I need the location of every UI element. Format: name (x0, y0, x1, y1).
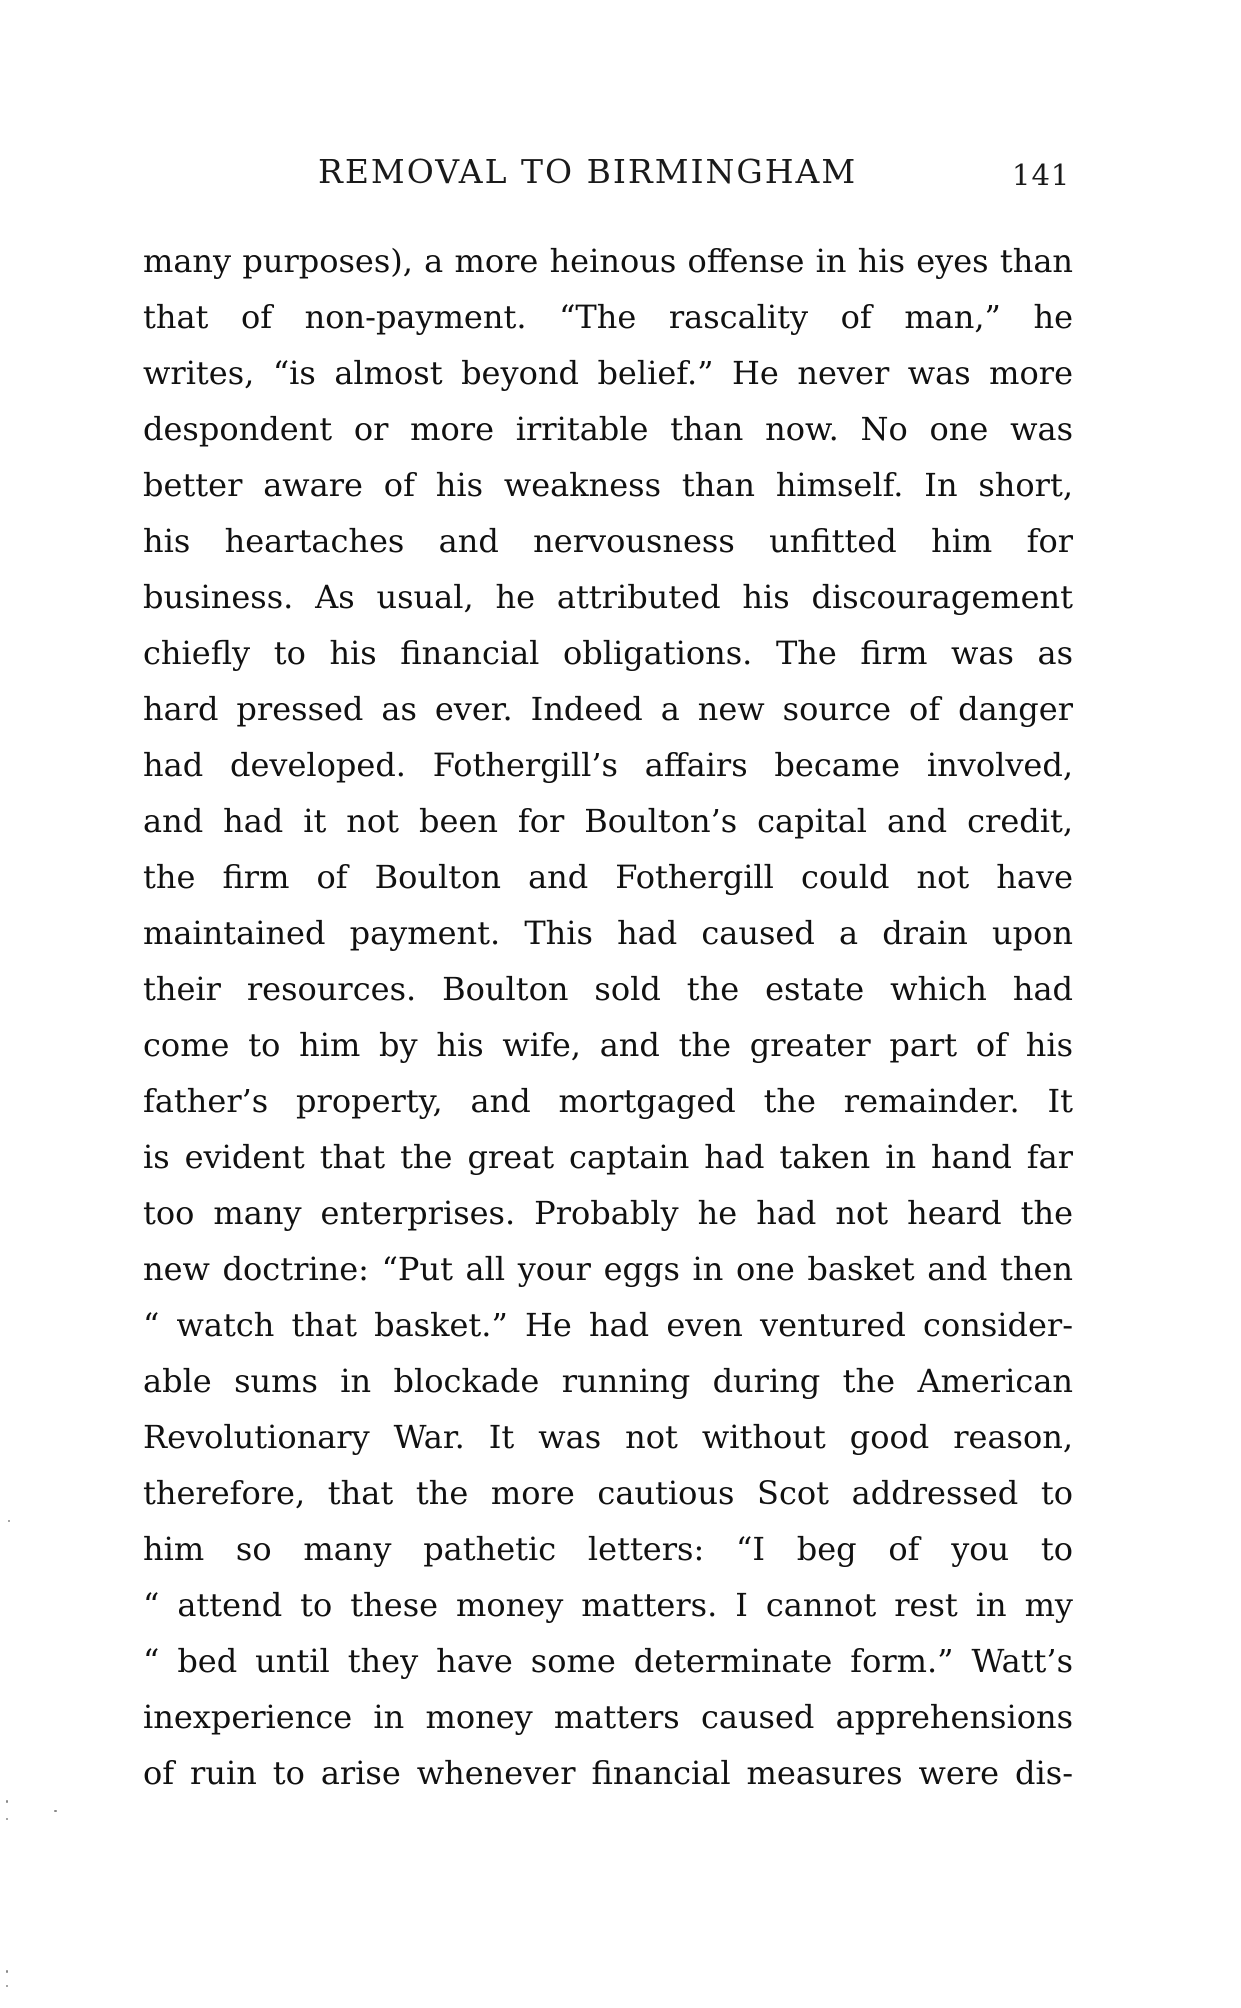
running-title: REMOVAL TO BIRMINGHAM (318, 152, 858, 191)
running-head (0, 152, 1241, 192)
text-line: better aware of his weakness than himself. In short, (143, 466, 1073, 504)
text-line: of ruin to arise whenever financial measures were dis- (143, 1754, 1073, 1792)
text-line: and had it not been for Boulton’s capital and credit, (143, 802, 1073, 840)
text-line: that of non-payment. “The rascality of man,” he (143, 298, 1073, 336)
scan-speck (6, 1800, 8, 1803)
text-line: father’s property, and mortgaged the remainder. It (143, 1082, 1073, 1120)
text-line: the firm of Boulton and Fothergill could not have (143, 858, 1073, 896)
text-line: many purposes), a more heinous offense in his eyes than (143, 242, 1073, 280)
text-line: “ bed until they have some determinate form.” Watt’s (143, 1642, 1073, 1680)
text-line: had developed. Fothergill’s affairs became involved, (143, 746, 1073, 784)
text-line: “ watch that basket.” He had even ventured consider- (143, 1306, 1073, 1344)
body-text (143, 233, 1073, 1801)
text-line: Revolutionary War. It was not without good reason, (143, 1418, 1073, 1456)
text-line: able sums in blockade running during the American (143, 1362, 1073, 1400)
scan-margin-specks (0, 1500, 60, 2000)
text-line: therefore, that the more cautious Scot addressed to (143, 1474, 1073, 1512)
text-line: business. As usual, he attributed his discouragement (143, 578, 1073, 616)
text-line: new doctrine: “Put all your eggs in one basket and then (143, 1250, 1073, 1288)
text-line: inexperience in money matters caused apprehensions (143, 1698, 1073, 1736)
text-line: is evident that the great captain had taken in hand far (143, 1138, 1073, 1176)
text-line: chiefly to his financial obligations. The firm was as (143, 634, 1073, 672)
text-line: too many enterprises. Probably he had not heard the (143, 1194, 1073, 1232)
scan-speck (6, 1818, 8, 1820)
text-line: come to him by his wife, and the greater part of his (143, 1026, 1073, 1064)
text-line: him so many pathetic letters: “I beg of you to (143, 1530, 1073, 1568)
scan-speck (6, 1970, 8, 1973)
text-line: writes, “is almost beyond belief.” He never was more (143, 354, 1073, 392)
text-line: hard pressed as ever. Indeed a new source of danger (143, 690, 1073, 728)
text-line: “ attend to these money matters. I cannot rest in my (143, 1586, 1073, 1624)
page-number: 141 (1012, 158, 1071, 192)
text-line: their resources. Boulton sold the estate which had (143, 970, 1073, 1008)
text-line: despondent or more irritable than now. No one was (143, 410, 1073, 448)
scan-speck (8, 1520, 10, 1522)
scan-speck (6, 1985, 8, 1987)
text-line: maintained payment. This had caused a drain upon (143, 914, 1073, 952)
scan-speck (54, 1810, 57, 1812)
text-line: his heartaches and nervousness unfitted him for (143, 522, 1073, 560)
